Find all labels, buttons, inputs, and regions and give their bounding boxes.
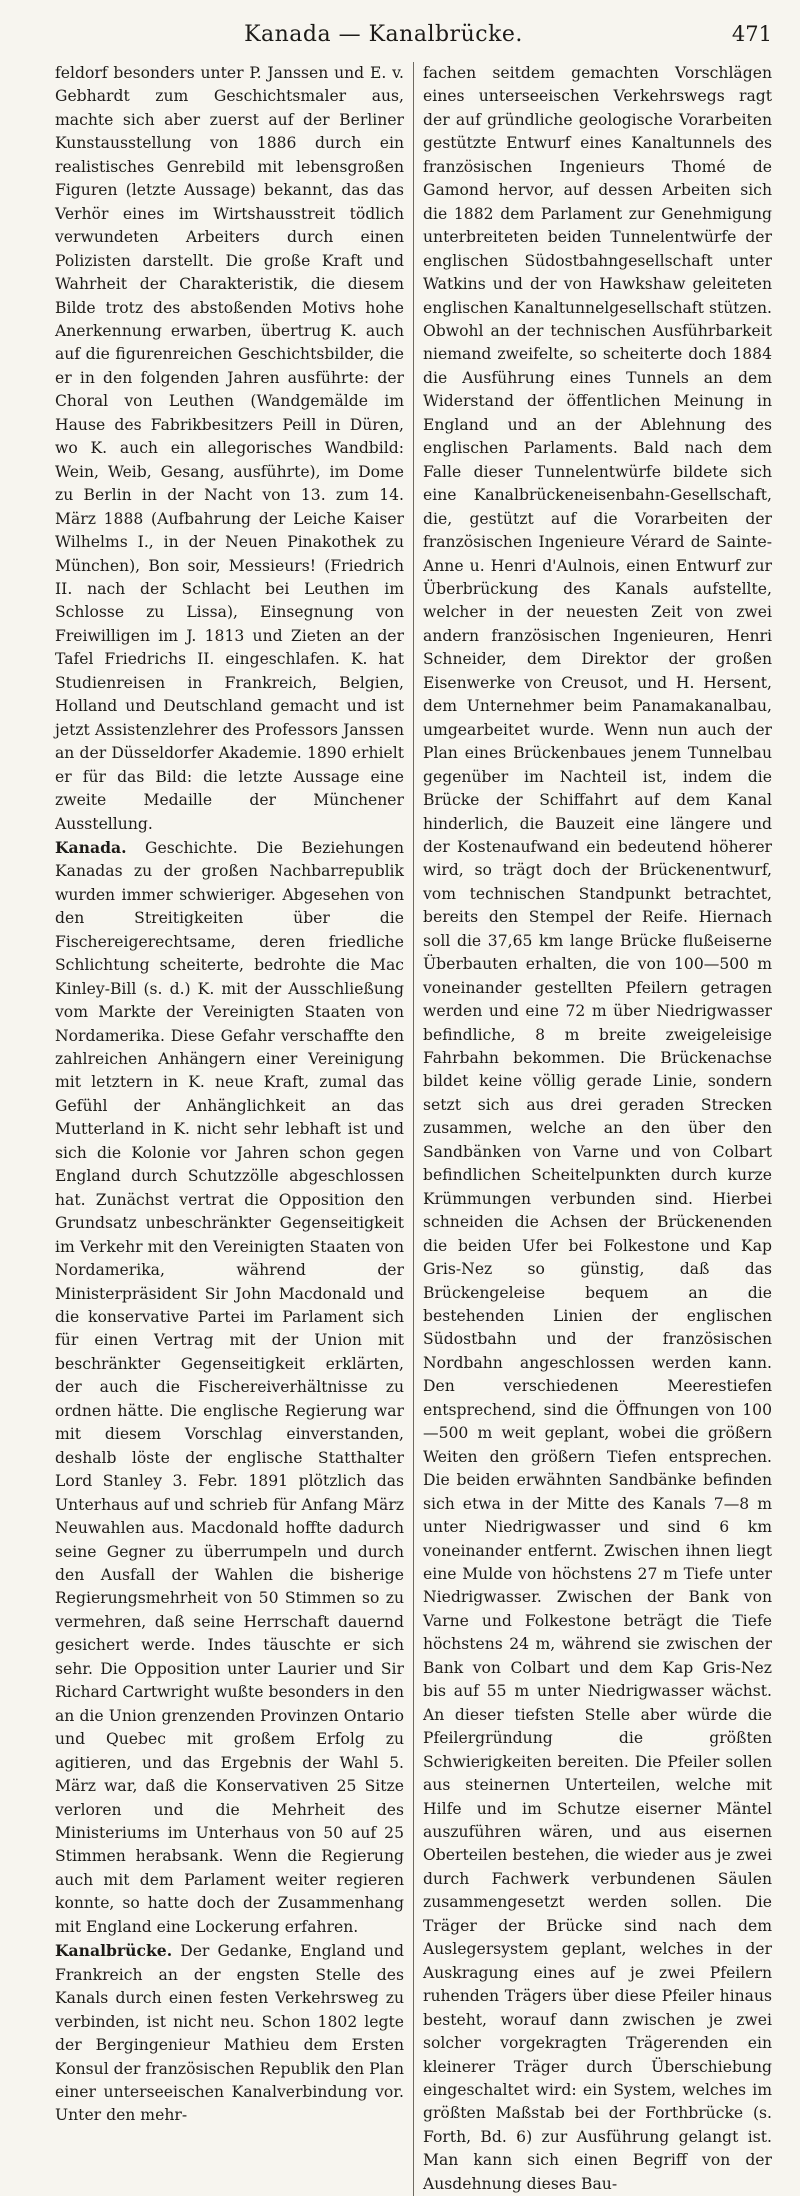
page-number: 471 [731,22,772,46]
entry-keyword-kanada: Kanada. [55,837,127,857]
paragraph-kanada-text: Geschichte. Die Beziehungen Kanadas zu der großen Nachbarrepublik wurden immer schwieriger. Abgesehen von den Streitigkeiten über die Fischereigerechtsame, deren friedliche Schlichtung scheiterte, bedrohte die Mac Kinley-Bill (s. d.) K. mit der Ausschließung vom Markte der Vereinigten Staaten von Nordamerika. Diese Gefahr verschaffte den zahlreichen Anhängern einer Vereinigung mit letztern in K. neue Kraft, zumal das Gefühl der Anhänglichkeit an das Mutterland in K. nicht sehr lebhaft ist und sich die Kolonie vor Jahren schon gegen England durch Schutzzölle abgeschlossen hat. Zunächst vertrat die Opposition den Grundsatz unbeschränkter Gegenseitigkeit im Verkehr mit den Vereinigten Staaten von Nordamerika, während der Ministerpräsident Sir John Macdonald und die konservative Partei im Parlament sich für einen Vertrag mit der Union mit beschränkter Gegenseitigkeit erklärten, der auch die Fischereiverhältnisse zu ordnen hätte. Die englische Regierung war mit diesem Vorschlag einverstanden, deshalb löste der englische Statthalter Lord Stanley 3. Febr. 1891 plötzlich das Unterhaus auf und schrieb für Anfang März Neuwahlen aus. Macdonald hoffte dadurch seine Gegner zu überrumpeln und durch den Ausfall der Wahlen die bisherige Regierungsmehrheit von 50 Stimmen so zu vermehren, daß seine Herrschaft dauernd gesichert werde. Indes täuschte er sich sehr. Die Opposition unter Laurier und Sir Richard Cartwright wußte besonders in den an die Union grenzenden Provinzen Ontario und Quebec mit großem Erfolg zu agitieren, und das Ergebnis der Wahl 5. März war, daß die Konservativen 25 Sitze verloren und die Mehrheit des Ministeriums im Unterhaus von 50 auf 25 Stimmen herabsank. Wenn die Regierung auch mit dem Parlament weiter regieren konnte, so hatte doch der Zusammenhang mit England eine Lockerung erfahren. [55,838,404,1936]
running-title: Kanada — Kanalbrücke. [244,22,523,47]
text-columns [55,62,772,2196]
right-column [413,62,772,2196]
paragraph-kanalbruecke [55,1939,404,2128]
left-column [55,62,413,2196]
paragraph-kanalbruecke-text: Der Gedanke, England und Frankreich an der engsten Stelle des Kanals durch einen festen Verkehrsweg zu verbinden, ist nicht neu. Schon 1802 legte der Bergingenieur Mathieu dem Ersten Konsul der französischen Republik den Plan einer unterseeischen Kanalverbindung vor. Unter den mehr- [55,1942,404,2125]
paragraph-continued: feldorf besonders unter P. Janssen und E. v. Gebhardt zum Geschichtsmaler aus, machte sich aber zuerst auf der Berliner Kunstausstellung von 1886 durch ein realistisches Genrebild mit lebensgroßen Figuren (letzte Aussage) bekannt, das das Verhör eines im Wirtshausstreit tödlich verwundeten Arbeiters durch einen Polizisten darstellt. Die große Kraft und Wahrheit der Charakteristik, die diesem Bilde trotz des abstoßenden Motivs hohe Anerkennung erwarben, übertrug K. auch auf die figurenreichen Geschichtsbilder, die er in den folgenden Jahren ausführte: der Choral von Leuthen (Wandgemälde im Hause des Fabrikbesitzers Peill in Düren, wo K. auch ein allegorisches Wandbild: Wein, Weib, Gesang, ausführte), im Dome zu Berlin in der Nacht von 13. zum 14. März 1888 (Aufbahrung der Leiche Kaiser Wilhelms I., in der Neuen Pinakothek zu München), Bon soir, Messieurs! (Friedrich II. nach der Schlacht bei Leuthen im Schlosse zu Lissa), Einsegnung von Freiwilligen im J. 1813 und Zieten an der Tafel Friedrichs II. eingeschlafen. K. hat Studienreisen in Frankreich, Belgien, Holland und Deutschland gemacht und ist jetzt Assistenzlehrer des Professors Janssen an der Düsseldorfer Akademie. 1890 erhielt er für das Bild: die letzte Aussage eine zweite Medaille der Münchener Ausstellung. [55,64,404,833]
paragraph-kanalbruecke-continued: fachen seitdem gemachten Vorschlägen eines unterseeischen Verkehrswegs ragt der auf gründliche geologische Vorarbeiten gestützte Entwurf eines Kanaltunnels des französischen Ingenieurs Thomé de Gamond hervor, auf dessen Arbeiten sich die 1882 dem Parlament zur Genehmigung unterbreiteten beiden Tunnelentwürfe der englischen Südostbahngesellschaft unter Watkins und der von Hawkshaw geleiteten englischen Kanaltunnelgesellschaft stützen. Obwohl an der technischen Ausführbarkeit niemand zweifelte, so scheiterte doch 1884 die Ausführung eines Tunnels an dem Widerstand der öffentlichen Meinung in England und an der Ablehnung des englischen Parlaments. Bald nach dem Falle dieser Tunnelentwürfe bildete sich eine Kanalbrückeneisenbahn-Gesellschaft, die, gestützt auf die Vorarbeiten der französischen Ingenieure Vérard de Sainte-Anne u. Henri d'Aulnois, einen Entwurf zur Überbrückung des Kanals aufstellte, welcher in der neuesten Zeit von zwei andern französischen Ingenieuren, Henri Schneider, dem Direktor der großen Eisenwerke von Creusot, und H. Hersent, dem Unternehmer beim Panamakanalbau, umgearbeitet wurde. Wenn nun auch der Plan eines Brückenbaues jenem Tunnelbau gegenüber im Nachteil ist, indem die Brücke der Schiffahrt auf dem Kanal hinderlich, die Bauzeit eine längere und der Kostenaufwand ein bedeutend höherer wird, so trägt doch der Brückenentwurf, vom technischen Standpunkt betrachtet, bereits den Stempel der Reife. Hiernach soll die 37,65 km lange Brücke flußeiserne Überbauten erhalten, die von 100—500 m voneinander gestellten Pfeilern getragen werden und eine 72 m über Niedrigwasser befindliche, 8 m breite zweigeleisige Fahrbahn bekommen. Die Brückenachse bildet keine völlig gerade Linie, sondern setzt sich aus drei geraden Strecken zusammen, welche an den über den Sandbänken von Varne und von Colbart befindlichen Scheitelpunkten durch kurze Krümmungen verbunden sind. Hierbei schneiden die Achsen der Brückenenden die beiden Ufer bei Folkestone und Kap Gris-Nez so günstig, daß das Brückengeleise bequem an die bestehenden Linien der englischen Südostbahn und der französischen Nordbahn angeschlossen werden kann. Den verschiedenen Meerestiefen entsprechend, sind die Öffnungen von 100—500 m weit geplant, wobei die größern Weiten den größern Tiefen entsprechen. Die beiden erwähnten Sandbänke befinden sich etwa in der Mitte des Kanals 7—8 m unter Niedrigwasser und sind 6 km voneinander entfernt. Zwischen ihnen liegt eine Mulde von höchstens 27 m Tiefe unter Niedrigwasser. Zwischen der Bank von Varne und Folkestone beträgt die Tiefe höchstens 24 m, während sie zwischen der Bank von Colbart und dem Kap Gris-Nez bis auf 55 m unter Niedrigwasser wächst. An dieser tiefsten Stelle aber würde die Pfeilergründung die größten Schwierigkeiten bereiten. Die Pfeiler sollen aus steinernen Unterteilen, welche mit Hilfe und im Schutze eiserner Mäntel auszuführen wären, und aus eisernen Oberteilen bestehen, die wieder aus je zwei durch Fachwerk verbundenen Säulen zusammengesetzt werden sollen. Die Träger der Brücke sind nach dem Auslegersystem geplant, welches in der Auskragung eines auf je zwei Pfeilern ruhenden Trägers über diese Pfeiler hinaus besteht, worauf dann zwischen je zwei solcher vorgekragten Trägerenden ein kleinerer Träger durch Überschiebung eingeschaltet wird: ein System, welches im größten Maßstab bei der Forthbrücke (s. Forth, Bd. 6) zur Ausführung gelangt ist. Man kann sich einen Begriff von der Ausdehnung dieses Bau- [423,64,772,2193]
paragraph-kanada [55,836,404,1939]
page-header [55,22,772,52]
entry-keyword-kanalbruecke: Kanalbrücke. [55,1941,173,1961]
